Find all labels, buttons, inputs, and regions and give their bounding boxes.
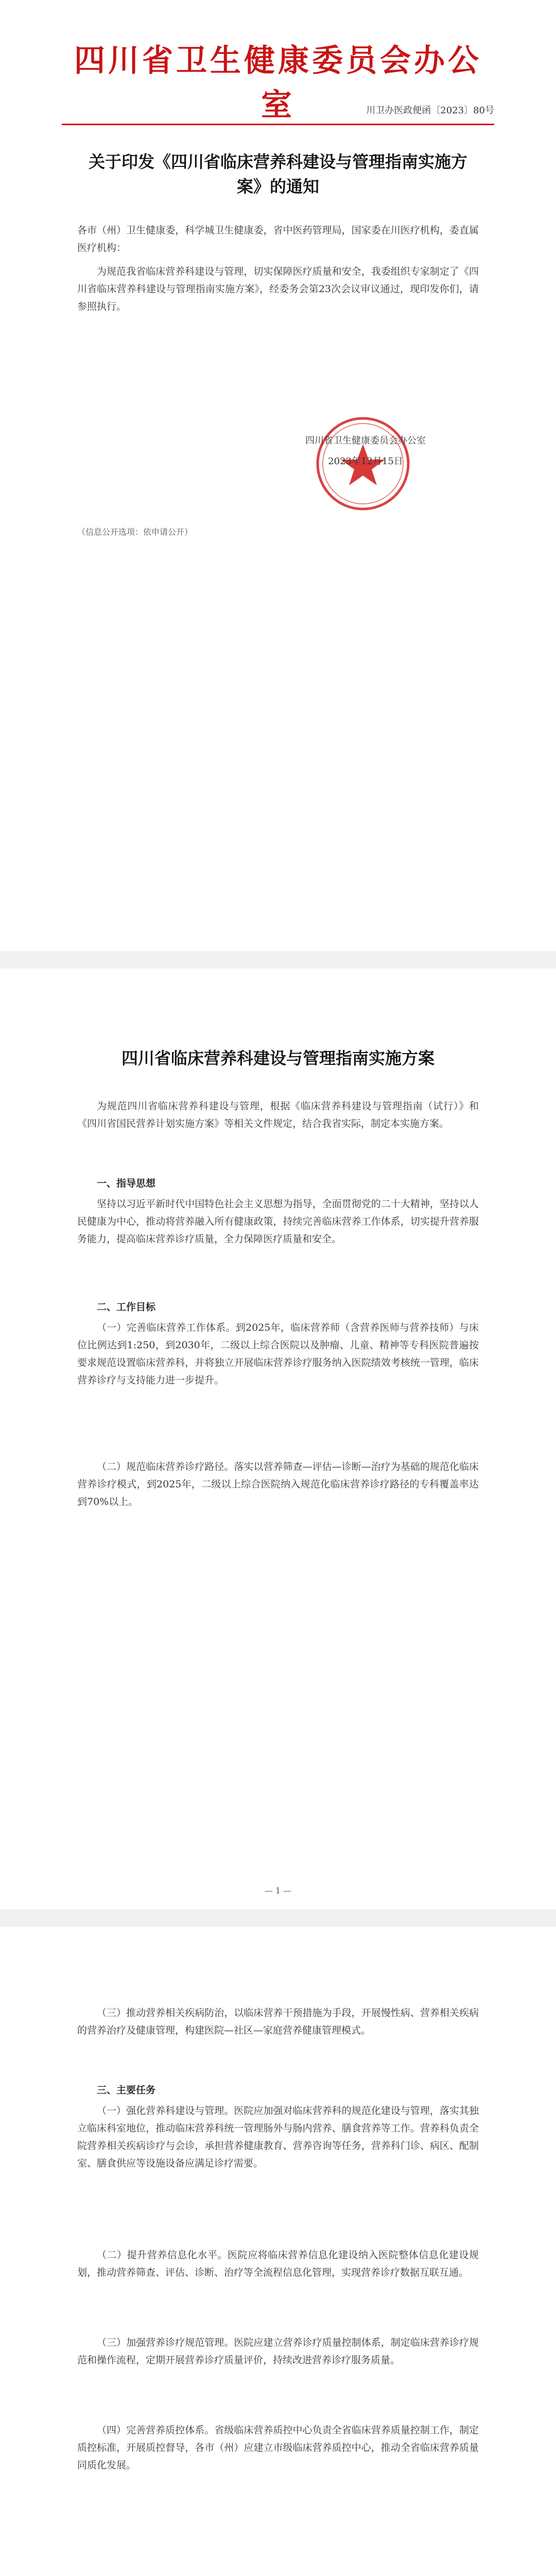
plan-title: 四川省临床营养科建设与管理指南实施方案 (121, 1048, 435, 1068)
goal-2: （二）规范临床营养诊疗路径。落实以营养筛查—评估—诊断—治疗为基础的规范化临床营养诊疗模式，到2025年，二级以上综合医院纳入规范化临床营养诊疗路径的专科覆盖率达到70%以上。 (77, 1461, 479, 1507)
notice-title: 关于印发《四川省临床营养科建设与管理指南实施方案》的通知 (88, 152, 467, 196)
section-1-body: 坚持以习近平新时代中国特色社会主义思想为指导，全面贯彻党的二十大精神，坚持以人民健康为中心，推动将营养融入所有健康政策，持续完善临床营养工作体系，切实提升营养服务能力，提高临床营养诊疗质量，全力保障医疗质量和安全。 (77, 1198, 479, 1245)
document-number: 川卫办医政便函〔2023〕80号 (366, 105, 494, 116)
goal-1: （一）完善临床营养工作体系。到2025年，临床营养师（含营养医师与营养技师）与床位比例达到1:250，到2030年，二级以上综合医院以及肿瘤、儿童、精神等专科医院普遍按要求规范设置临床营养科，并将独立开展临床营养诊疗服务纳入医院绩效考核统一管理，临床营养诊疗与支持能力进一步提升。 (77, 1322, 479, 1386)
task-3: （三）加强营养诊疗规范管理。医院应建立营养诊疗质量控制体系，制定临床营养诊疗规范和操作流程，定期开展营养诊疗质量评价，持续改进营养诊疗服务质量。 (77, 2337, 479, 2366)
notice-body: 为规范我省临床营养科建设与管理，切实保障医疗质量和安全，我委组织专家制定了《四川省临床营养科建设与管理指南实施方案》，经委务会第23次会议审议通过，现印发你们，请参照执行。 (77, 266, 479, 312)
page-2 (0, 969, 556, 1927)
task-4: （四）完善营养质控体系。省级临床营养质控中心负责全省临床营养质量控制工作，制定质控标准，开展质控督导，各市（州）应建立市级临床营养质控中心，推动全省临床营养质量同质化发展。 (77, 2425, 479, 2471)
page-1 (0, 0, 556, 969)
page-3 (0, 1927, 556, 2576)
signature-date: 2023年12月15日 (328, 456, 403, 467)
notice-salutation: 各市（州）卫生健康委，科学城卫生健康委，省中医药管理局，国家委在川医疗机构，委直属医疗机构： (77, 225, 479, 253)
task-1: （一）强化营养科建设与管理。医院应加强对临床营养科的规范化建设与管理，落实其独立临床科室地位，推动临床营养科统一管理肠外与肠内营养、膳食营养等工作。营养科负责全院营养相关疾病诊疗与会诊，承担营养健康教育、营养咨询等任务，营养科门诊、病区、配制室、膳食供应等设施设备应满足诊疗需要。 (77, 2105, 479, 2169)
disclosure-option: （信息公开选项：依申请公开） (77, 527, 193, 537)
page-number: — 1 — (264, 1886, 292, 1895)
section-2-heading: 二、工作目标 (97, 1301, 156, 1313)
plan-intro: 为规范四川省临床营养科建设与管理，根据《临床营养科建设与管理指南（试行）》和《四川省国民营养计划实施方案》等相关文件规定，结合我省实际，制定本实施方案。 (77, 1100, 479, 1129)
goal-3: （三）推动营养相关疾病防治，以临床营养干预措施为手段，开展慢性病、营养相关疾病的营养治疗及健康管理，构建医院—社区—家庭营养健康管理模式。 (77, 2007, 479, 2036)
section-3-heading: 三、主要任务 (97, 2084, 156, 2096)
red-header-title: 四川省卫生健康委员会办公室 (74, 43, 482, 123)
page-gap (0, 951, 556, 969)
task-2: （二）提升营养信息化水平。医院应将临床营养信息化建设纳入医院整体信息化建设规划，推动营养筛查、评估、诊断、治疗等全流程信息化管理，实现营养诊疗数据互联互通。 (77, 2249, 479, 2278)
red-divider-line (62, 124, 494, 125)
page-gap (0, 1909, 556, 1927)
signature-organization: 四川省卫生健康委员会办公室 (305, 435, 426, 446)
section-1-heading: 一、指导思想 (97, 1178, 156, 1189)
